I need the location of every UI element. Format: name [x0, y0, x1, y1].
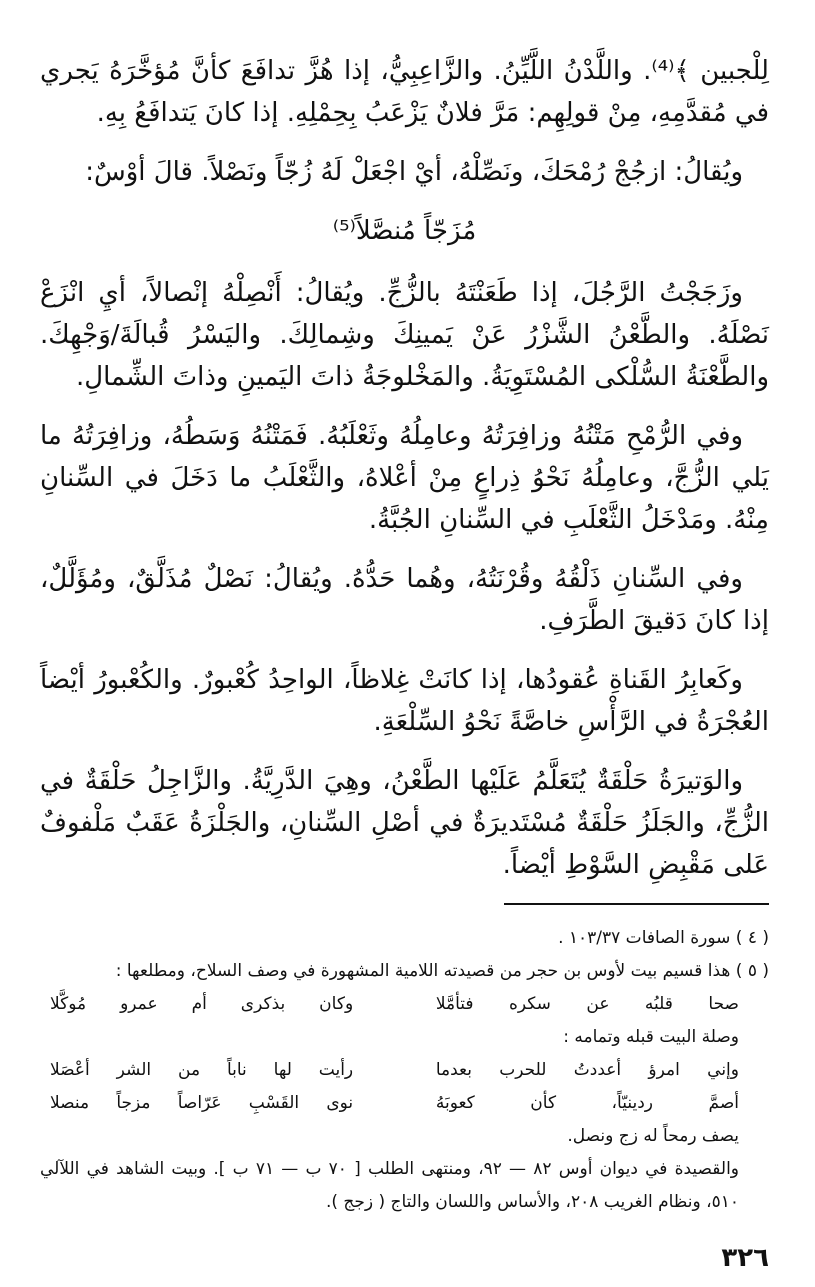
- footnote-4: ( ٤ ) سورة الصافات ١٠٣/٣٧ .: [558, 928, 769, 948]
- poem-verse-3: [40, 1087, 769, 1120]
- paragraph-3: وزَجَجْتُ الرَّجُلَ، إذا طَعَنْتَهُ بالزُّجِّ. ويُقالُ: أَنْصِلْهُ إنْصالاً، أيِ انْزَعْ نَصْلَهُ. والطَّعْنُ الشَّزْرُ عَنْ يَمينِكَ وشِمالِكَ. واليَسْرُ قُبالَةَ/وَجْهِكَ. والطَّعْنَةُ السُّلْكى المُسْتَوِيَةُ. والمَخْلوجَةُ ذاتَ اليَمينِ وذاتَ الشِّمالِ.: [40, 278, 769, 392]
- poem-verse-1-second-hemistich: وكان بذكرى أم عمرو مُوكَّلا: [50, 994, 354, 1014]
- paragraph-6: وكَعابِرُ القَناةِ عُقودُها، إذا كانَتْ غِلاظاً، الواحِدُ كُعْبورٌ. والكُعْبورُ أيْضاً العُجْرَةُ في الرَّأْسِ خاصَّةً نَحْوُ السِّلْعَةِ.: [40, 665, 769, 737]
- paragraph-5: وفي السِّنانِ ذَلْقُهُ وقُرْنَتُهُ، وهُما حَدُّهُ. ويُقالُ: نَصْلٌ مُذَلَّقٌ، ومُؤَلَّلٌ، إذا كانَ دَقيقَ الطَّرَفِ.: [40, 564, 769, 636]
- paragraph-4: وفي الرُّمْحِ مَتْنُهُ وزافِرَتُهُ وعامِلُهُ وثَعْلَبُهُ. فَمَتْنُهُ وَسَطُهُ، وزافِرَتُهُ ما يَلي الزُّجَّ، وعامِلُهُ نَحْوُ ذِراعٍ مِنْ أعْلاهُ، والثَّعْلَبُ ما دَخَلَ في السِّنانِ مِنْهُ. ومَدْخَلُ الثَّعْلَبِ في السِّنانِ الجُبَّةُ.: [40, 421, 769, 535]
- footnote-description: يصف رمحاً له زج ونصل.: [567, 1126, 739, 1146]
- verse-quote: مُزَجّاً مُنصَّلاً⁽⁵⁾: [332, 216, 477, 246]
- book-page: [40, 0, 769, 1287]
- footnote-5-intro: ( ٥ ) هذا قسيم بيت لأوس بن حجر من قصيدته اللامية المشهورة في وصف السلاح، ومطلعها :: [115, 961, 769, 981]
- paragraph-2: ويُقالُ: ازجُجْ رُمْحَكَ، ونَصِّلْهُ، أيْ اجْعَلْ لَهُ زُجّاً ونَصْلاً. قالَ أوْسٌ:: [85, 157, 743, 187]
- paragraph-7: والوَتيرَةُ حَلْقَةٌ يُتَعَلَّمُ عَلَيْها الطَّعْنُ، وهِيَ الدَّرِيَّةُ. والزَّاجِلُ حَلْقَةٌ في الزُّجِّ، والجَلَزُ حَلْقَةٌ مُسْتَديرَةٌ في أصْلِ السِّنانِ، والجَلْزَةُ عَقَبٌ مَلْفوفٌ عَلى مَقْبِضِ السَّوْطِ أيْضاً.: [40, 766, 769, 880]
- poem-verse-1-first-hemistich: صحا قلبُه عن سكره فتأمَّلا: [435, 994, 739, 1014]
- poem-verse-2-second-hemistich: رأيت لها ناباً من الشر أعْصَلا: [50, 1060, 354, 1080]
- poem-verse-3-first-hemistich: أصمَّ ردينيّاً، كأن كعوبَهُ: [435, 1093, 739, 1113]
- paragraph-1: لِلْجبين ﴾⁽⁴⁾. واللَّدْنُ اللَّيِّنُ. والزَّاعِبِيُّ، إذا هُزَّ تدافَعَ كأنَّ مُؤخَّرَهُ يَجري في مُقدَّمِهِ، مِنْ قولِهِم: مَرَّ فلانٌ يَزْعَبُ بِحِمْلِهِ. إذا كانَ يَتدافَعُ بِهِ.: [40, 56, 769, 128]
- poem-verse-1: [40, 988, 769, 1021]
- footnotes: [40, 922, 769, 1219]
- poem-verse-3-second-hemistich: نوى القَسْبِ عَرّاصاً مزجاً منصلا: [50, 1093, 354, 1113]
- footnote-divider: [504, 903, 769, 905]
- poem-verse-2-first-hemistich: وإني امرؤ أعددتُ للحرب بعدما: [435, 1060, 739, 1080]
- poem-context-intro: وصلة البيت قبله وتمامه :: [563, 1027, 739, 1047]
- poem-verse-2: [40, 1054, 769, 1087]
- page-number: ٣٢٦: [721, 1243, 769, 1273]
- footnote-sources: والقصيدة في ديوان أوس ٨٢ — ٩٢، ومنتهى الطلب [ ٧٠ ب — ٧١ ب ]. وبيت الشاهد في اللآلي ٥١٠، ونظام الغريب ٢٠٨، والأساس واللسان والتاج ( زجج ).: [40, 1159, 740, 1212]
- main-text: [40, 50, 769, 903]
